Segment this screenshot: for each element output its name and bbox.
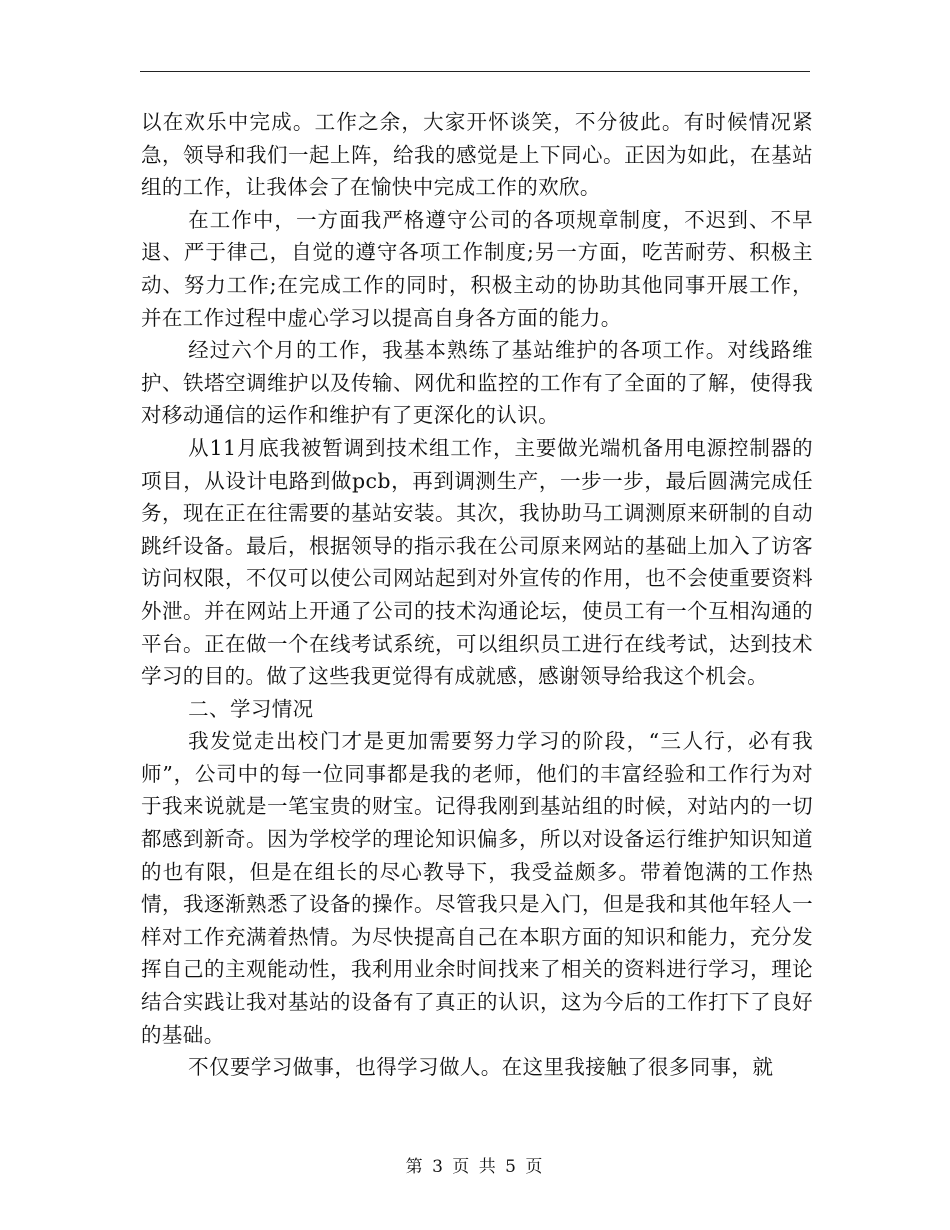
section-heading-study: 二、学习情况 xyxy=(188,696,314,721)
paragraph-2: 在工作中，一方面我严格遵守公司的各项规章制度，不迟到、不早退、严于律己，自觉的遵守各项工作制度;另一方面，吃苦耐劳、积极主动、努力工作;在完成工作的同时，积极主动的协助其他同事开展工作，并在工作过程中虚心学习以提高自身各方面的能力。 xyxy=(141,207,813,330)
header-rule xyxy=(140,71,810,72)
document-body xyxy=(141,106,813,1084)
paragraph-3: 经过六个月的工作，我基本熟练了基站维护的各项工作。对线路维护、铁塔空调维护以及传输、网优和监控的工作有了全面的了解，使得我对移动通信的运作和维护有了更深化的认识。 xyxy=(141,338,813,428)
page-footer: 第 3 页 共 5 页 xyxy=(405,1157,545,1177)
paragraph-1: 以在欢乐中完成。工作之余，大家开怀谈笑，不分彼此。有时候情况紧急，领导和我们一起上阵，给我的感觉是上下同心。正因为如此，在基站组的工作，让我体会了在愉快中完成工作的欢欣。 xyxy=(141,110,813,200)
paragraph-5: 我发觉走出校门才是更加需要努力学习的阶段，“三人行，必有我师”，公司中的每一位同事都是我的老师，他们的丰富经验和工作行为对于我来说就是一笔宝贵的财宝。记得我刚到基站组的时候，对站内的一切都感到新奇。因为学校学的理论知识偏多，所以对设备运行维护知识知道的也有限，但是在组长的尽心教导下，我受益颇多。带着饱满的工作热情，我逐渐熟悉了设备的操作。尽管我只是入门，但是我和其他年轻人一样对工作充满着热情。为尽快提高自己在本职方面的知识和能力，充分发挥自己的主观能动性，我利用业余时间找来了相关的资料进行学习，理论结合实践让我对基站的设备有了真正的认识，这为今后的工作打下了良好的基础。 xyxy=(141,729,813,1047)
paragraph-6: 不仅要学习做事，也得学习做人。在这里我接触了很多同事，就 xyxy=(188,1055,774,1080)
paragraph-4: 从11月底我被暂调到技术组工作，主要做光端机备用电源控制器的项目，从设计电路到做pcb，再到调测生产，一步一步，最后圆满完成任务，现在正在往需要的基站安装。其次，我协助马工调测原来研制的自动跳纤设备。最后，根据领导的指示我在公司原来网站的基础上加入了访客访问权限，不仅可以使公司网站起到对外宣传的作用，也不会使重要资料外泄。并在网站上开通了公司的技术沟通论坛，使员工有一个互相沟通的平台。正在做一个在线考试系统，可以组织员工进行在线考试，达到技术学习的目的。做了这些我更觉得有成就感，感谢领导给我这个机会。 xyxy=(141,435,813,689)
